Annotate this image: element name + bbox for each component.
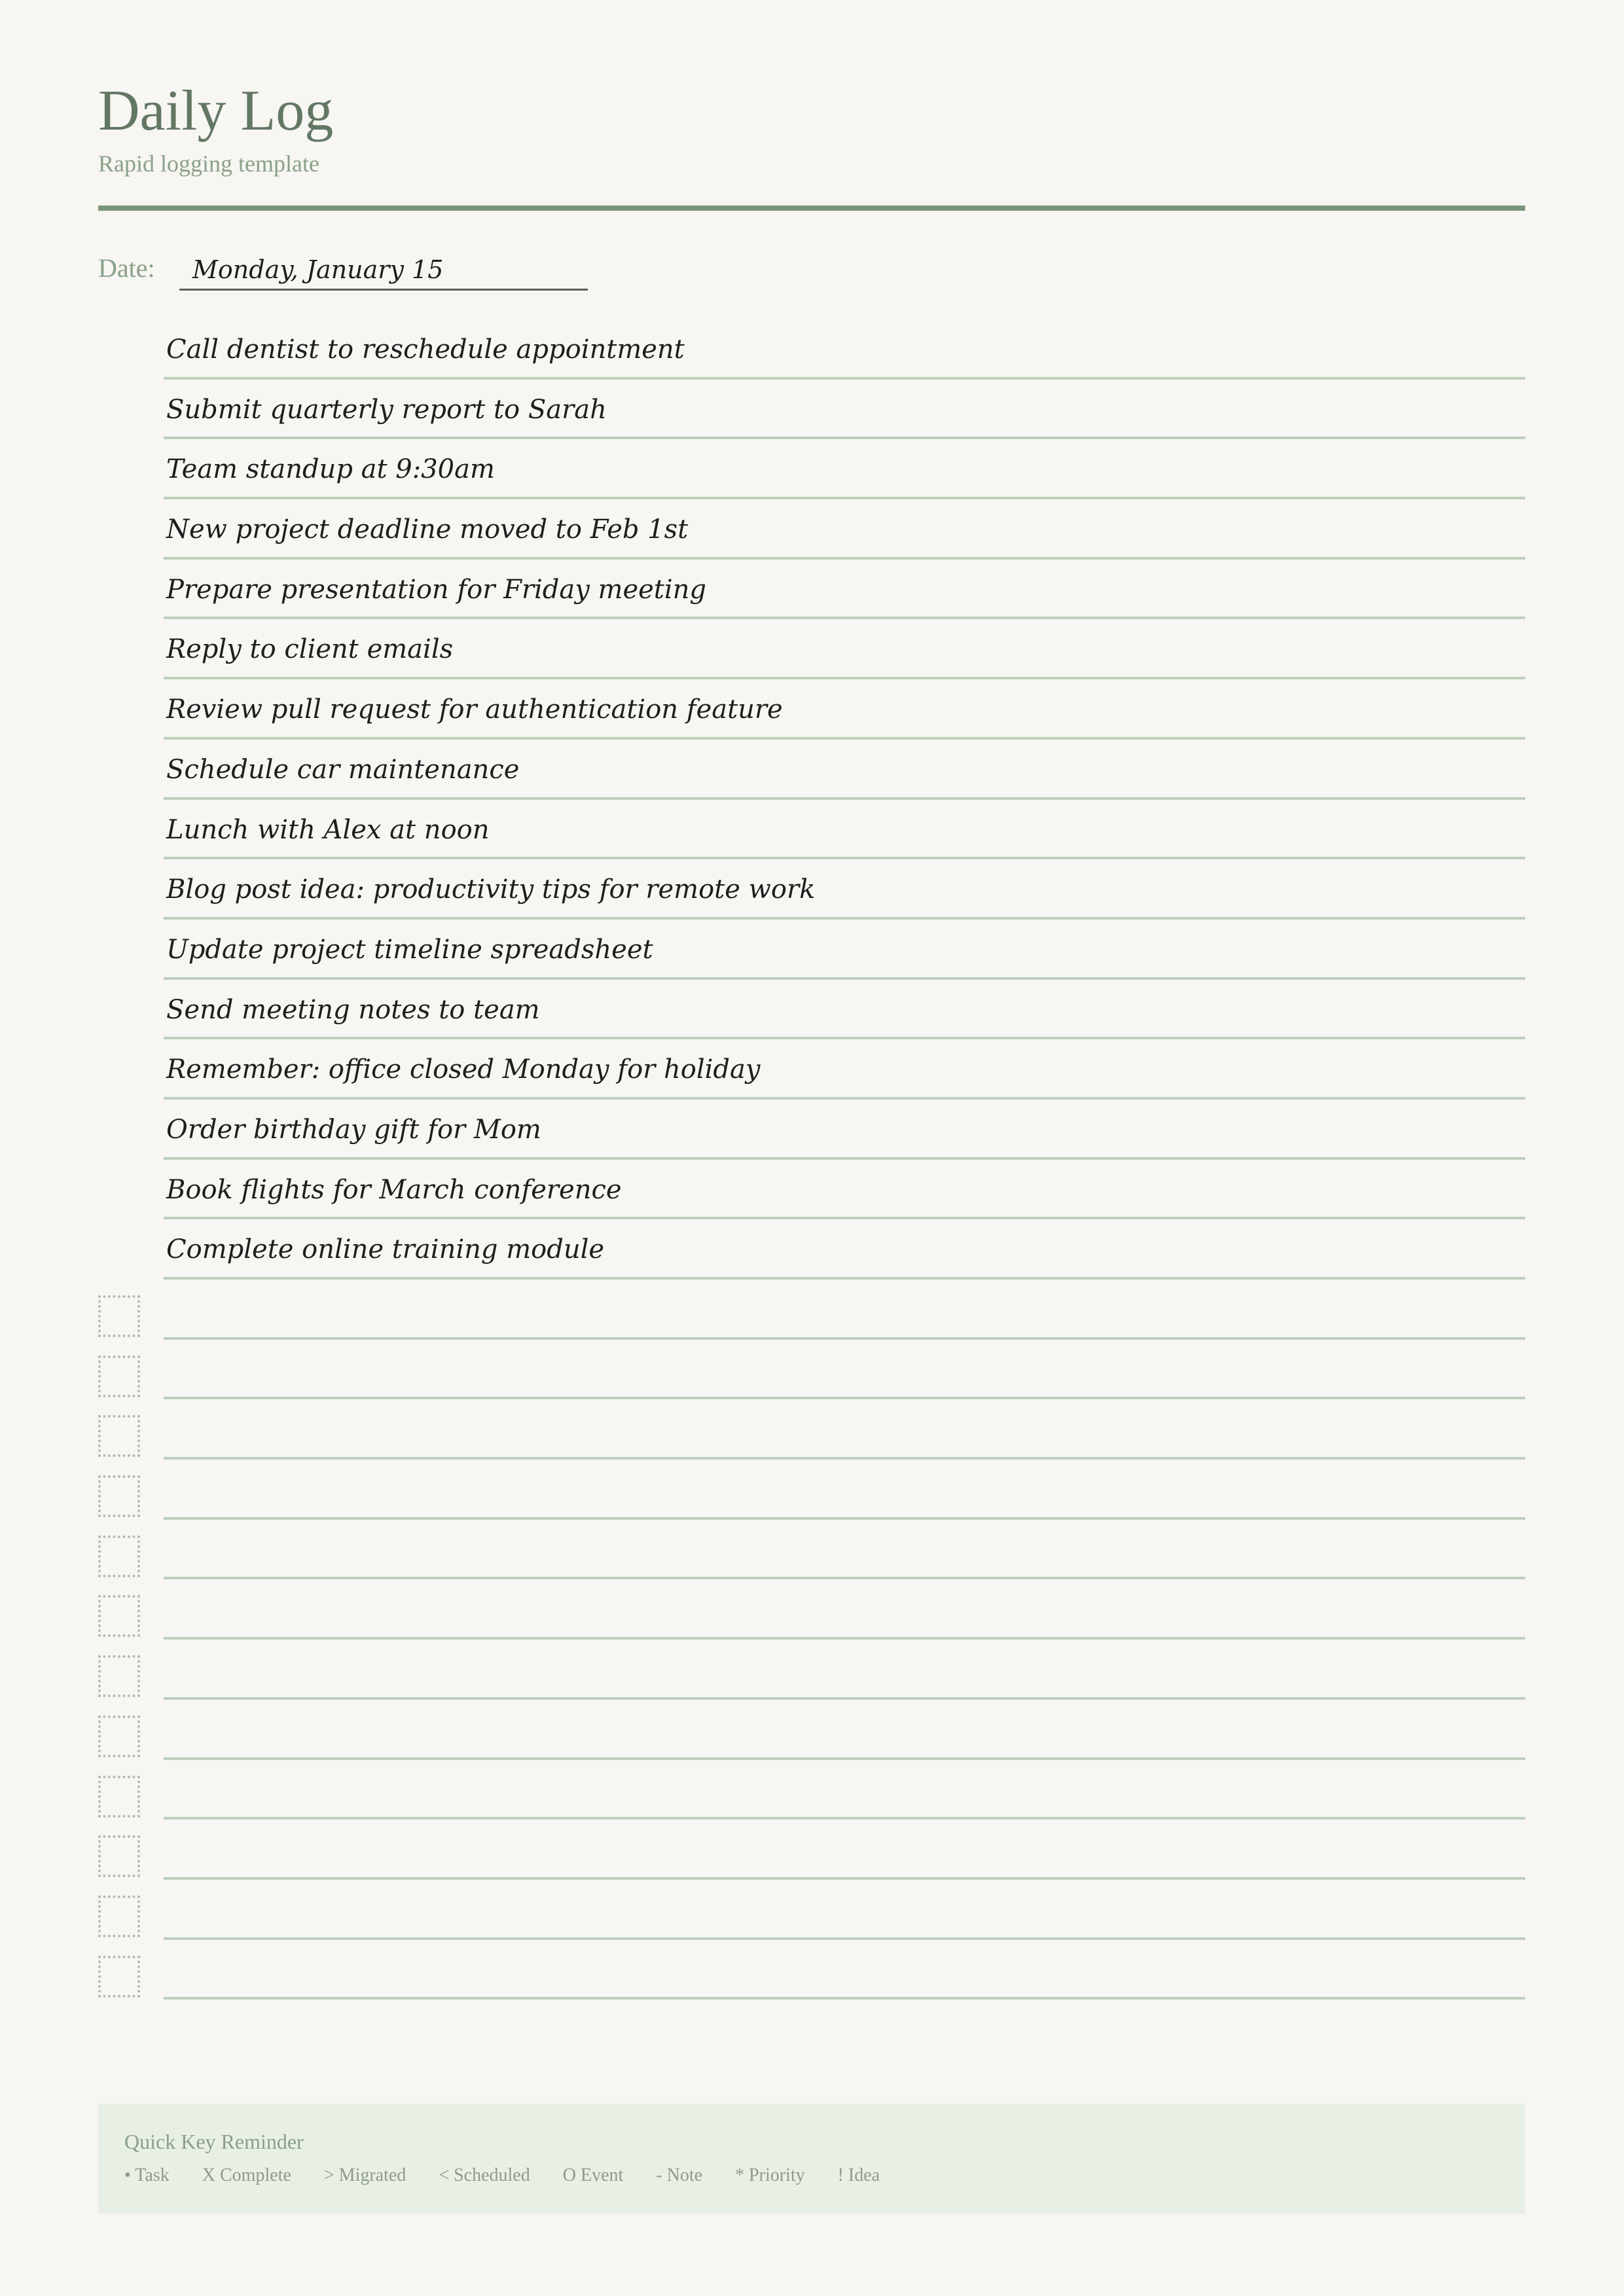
log-entry — [98, 1100, 1525, 1160]
log-entry — [98, 740, 1525, 800]
quick-key-item: < Scheduled — [439, 2165, 530, 2185]
log-entry-text[interactable]: Blog post idea: productivity tips for remote work — [164, 859, 1525, 920]
blank-entry — [98, 1760, 1525, 1820]
blank-entry-line[interactable] — [164, 1460, 1525, 1520]
blank-entry-line[interactable] — [164, 1340, 1525, 1400]
entry-checkbox[interactable] — [98, 1355, 140, 1397]
blank-entry — [98, 1399, 1525, 1460]
blank-entry — [98, 1520, 1525, 1580]
log-entry-text[interactable]: Schedule car maintenance — [164, 740, 1525, 800]
log-entry-text[interactable]: Order birthday gift for Mom — [164, 1100, 1525, 1160]
quick-key-item: X Complete — [202, 2165, 291, 2185]
blank-entry-line[interactable] — [164, 1700, 1525, 1760]
blank-entry-line[interactable] — [164, 1280, 1525, 1340]
log-entry — [98, 679, 1525, 740]
quick-key-item: - Note — [656, 2165, 703, 2185]
date-label: Date: — [98, 253, 155, 283]
blank-entry-line[interactable] — [164, 1760, 1525, 1820]
blank-entry — [98, 1640, 1525, 1700]
entry-checkbox[interactable] — [98, 1895, 140, 1937]
blank-entry — [98, 1820, 1525, 1880]
log-entry — [98, 560, 1525, 620]
blank-entry — [98, 1280, 1525, 1340]
log-entry-text[interactable]: Reply to client emails — [164, 619, 1525, 679]
log-entry — [98, 800, 1525, 860]
log-entry — [98, 980, 1525, 1040]
quick-key-item: > Migrated — [323, 2165, 406, 2185]
log-entry-text[interactable]: Review pull request for authentication feature — [164, 679, 1525, 740]
blank-entry-line[interactable] — [164, 1880, 1525, 1940]
log-entry — [98, 319, 1525, 380]
entry-checkbox[interactable] — [98, 1415, 140, 1457]
quick-key-item: O Event — [562, 2165, 624, 2185]
quick-key-item: • Task — [124, 2165, 170, 2185]
blank-entry — [98, 1700, 1525, 1760]
blank-entry — [98, 1460, 1525, 1520]
log-entry — [98, 380, 1525, 440]
blank-entry — [98, 1340, 1525, 1400]
log-entry-text[interactable]: Team standup at 9:30am — [164, 439, 1525, 499]
quick-key-item: ! Idea — [837, 2165, 880, 2185]
log-entry — [98, 1160, 1525, 1220]
log-entry-text[interactable]: Lunch with Alex at noon — [164, 800, 1525, 860]
log-entry-text[interactable]: Book flights for March conference — [164, 1160, 1525, 1220]
quick-key-title: Quick Key Reminder — [124, 2130, 304, 2153]
header-divider — [98, 206, 1525, 211]
quick-key-items — [124, 2164, 880, 2187]
date-field[interactable]: Monday, January 15 — [179, 249, 588, 291]
blank-entry — [98, 1880, 1525, 1940]
log-entry-text[interactable]: Complete online training module — [164, 1219, 1525, 1280]
log-entry-text[interactable]: Send meeting notes to team — [164, 980, 1525, 1040]
entry-checkbox[interactable] — [98, 1595, 140, 1637]
log-entry-text[interactable]: Prepare presentation for Friday meeting — [164, 560, 1525, 620]
log-entry-text[interactable]: Call dentist to reschedule appointment — [164, 319, 1525, 380]
log-entry — [98, 439, 1525, 499]
entry-checkbox[interactable] — [98, 1715, 140, 1757]
entry-checkbox[interactable] — [98, 1475, 140, 1517]
blank-entry-line[interactable] — [164, 1579, 1525, 1640]
log-entry — [98, 619, 1525, 679]
page-title: Daily Log — [98, 79, 334, 143]
entry-checkbox[interactable] — [98, 1655, 140, 1697]
page-subtitle: Rapid logging template — [98, 151, 319, 177]
entry-checkbox[interactable] — [98, 1535, 140, 1577]
log-entry-text[interactable]: New project deadline moved to Feb 1st — [164, 499, 1525, 560]
entry-checkbox[interactable] — [98, 1956, 140, 1998]
log-entry — [98, 499, 1525, 560]
log-entry — [98, 920, 1525, 980]
daily-log-page — [98, 0, 1525, 2296]
entry-list — [98, 319, 1525, 2000]
log-entry-text[interactable]: Submit quarterly report to Sarah — [164, 380, 1525, 440]
blank-entry — [98, 1579, 1525, 1640]
blank-entry-line[interactable] — [164, 1399, 1525, 1460]
quick-key-item: * Priority — [735, 2165, 805, 2185]
blank-entry-line[interactable] — [164, 1640, 1525, 1700]
log-entry — [98, 859, 1525, 920]
log-entry — [98, 1219, 1525, 1280]
blank-entry-line[interactable] — [164, 1940, 1525, 2000]
log-entry — [98, 1039, 1525, 1100]
entry-checkbox[interactable] — [98, 1295, 140, 1337]
entry-checkbox[interactable] — [98, 1835, 140, 1877]
log-entry-text[interactable]: Update project timeline spreadsheet — [164, 920, 1525, 980]
blank-entry-line[interactable] — [164, 1820, 1525, 1880]
log-entry-text[interactable]: Remember: office closed Monday for holiday — [164, 1039, 1525, 1100]
blank-entry — [98, 1940, 1525, 2000]
entry-checkbox[interactable] — [98, 1776, 140, 1818]
quick-key-panel — [98, 2104, 1525, 2214]
blank-entry-line[interactable] — [164, 1520, 1525, 1580]
